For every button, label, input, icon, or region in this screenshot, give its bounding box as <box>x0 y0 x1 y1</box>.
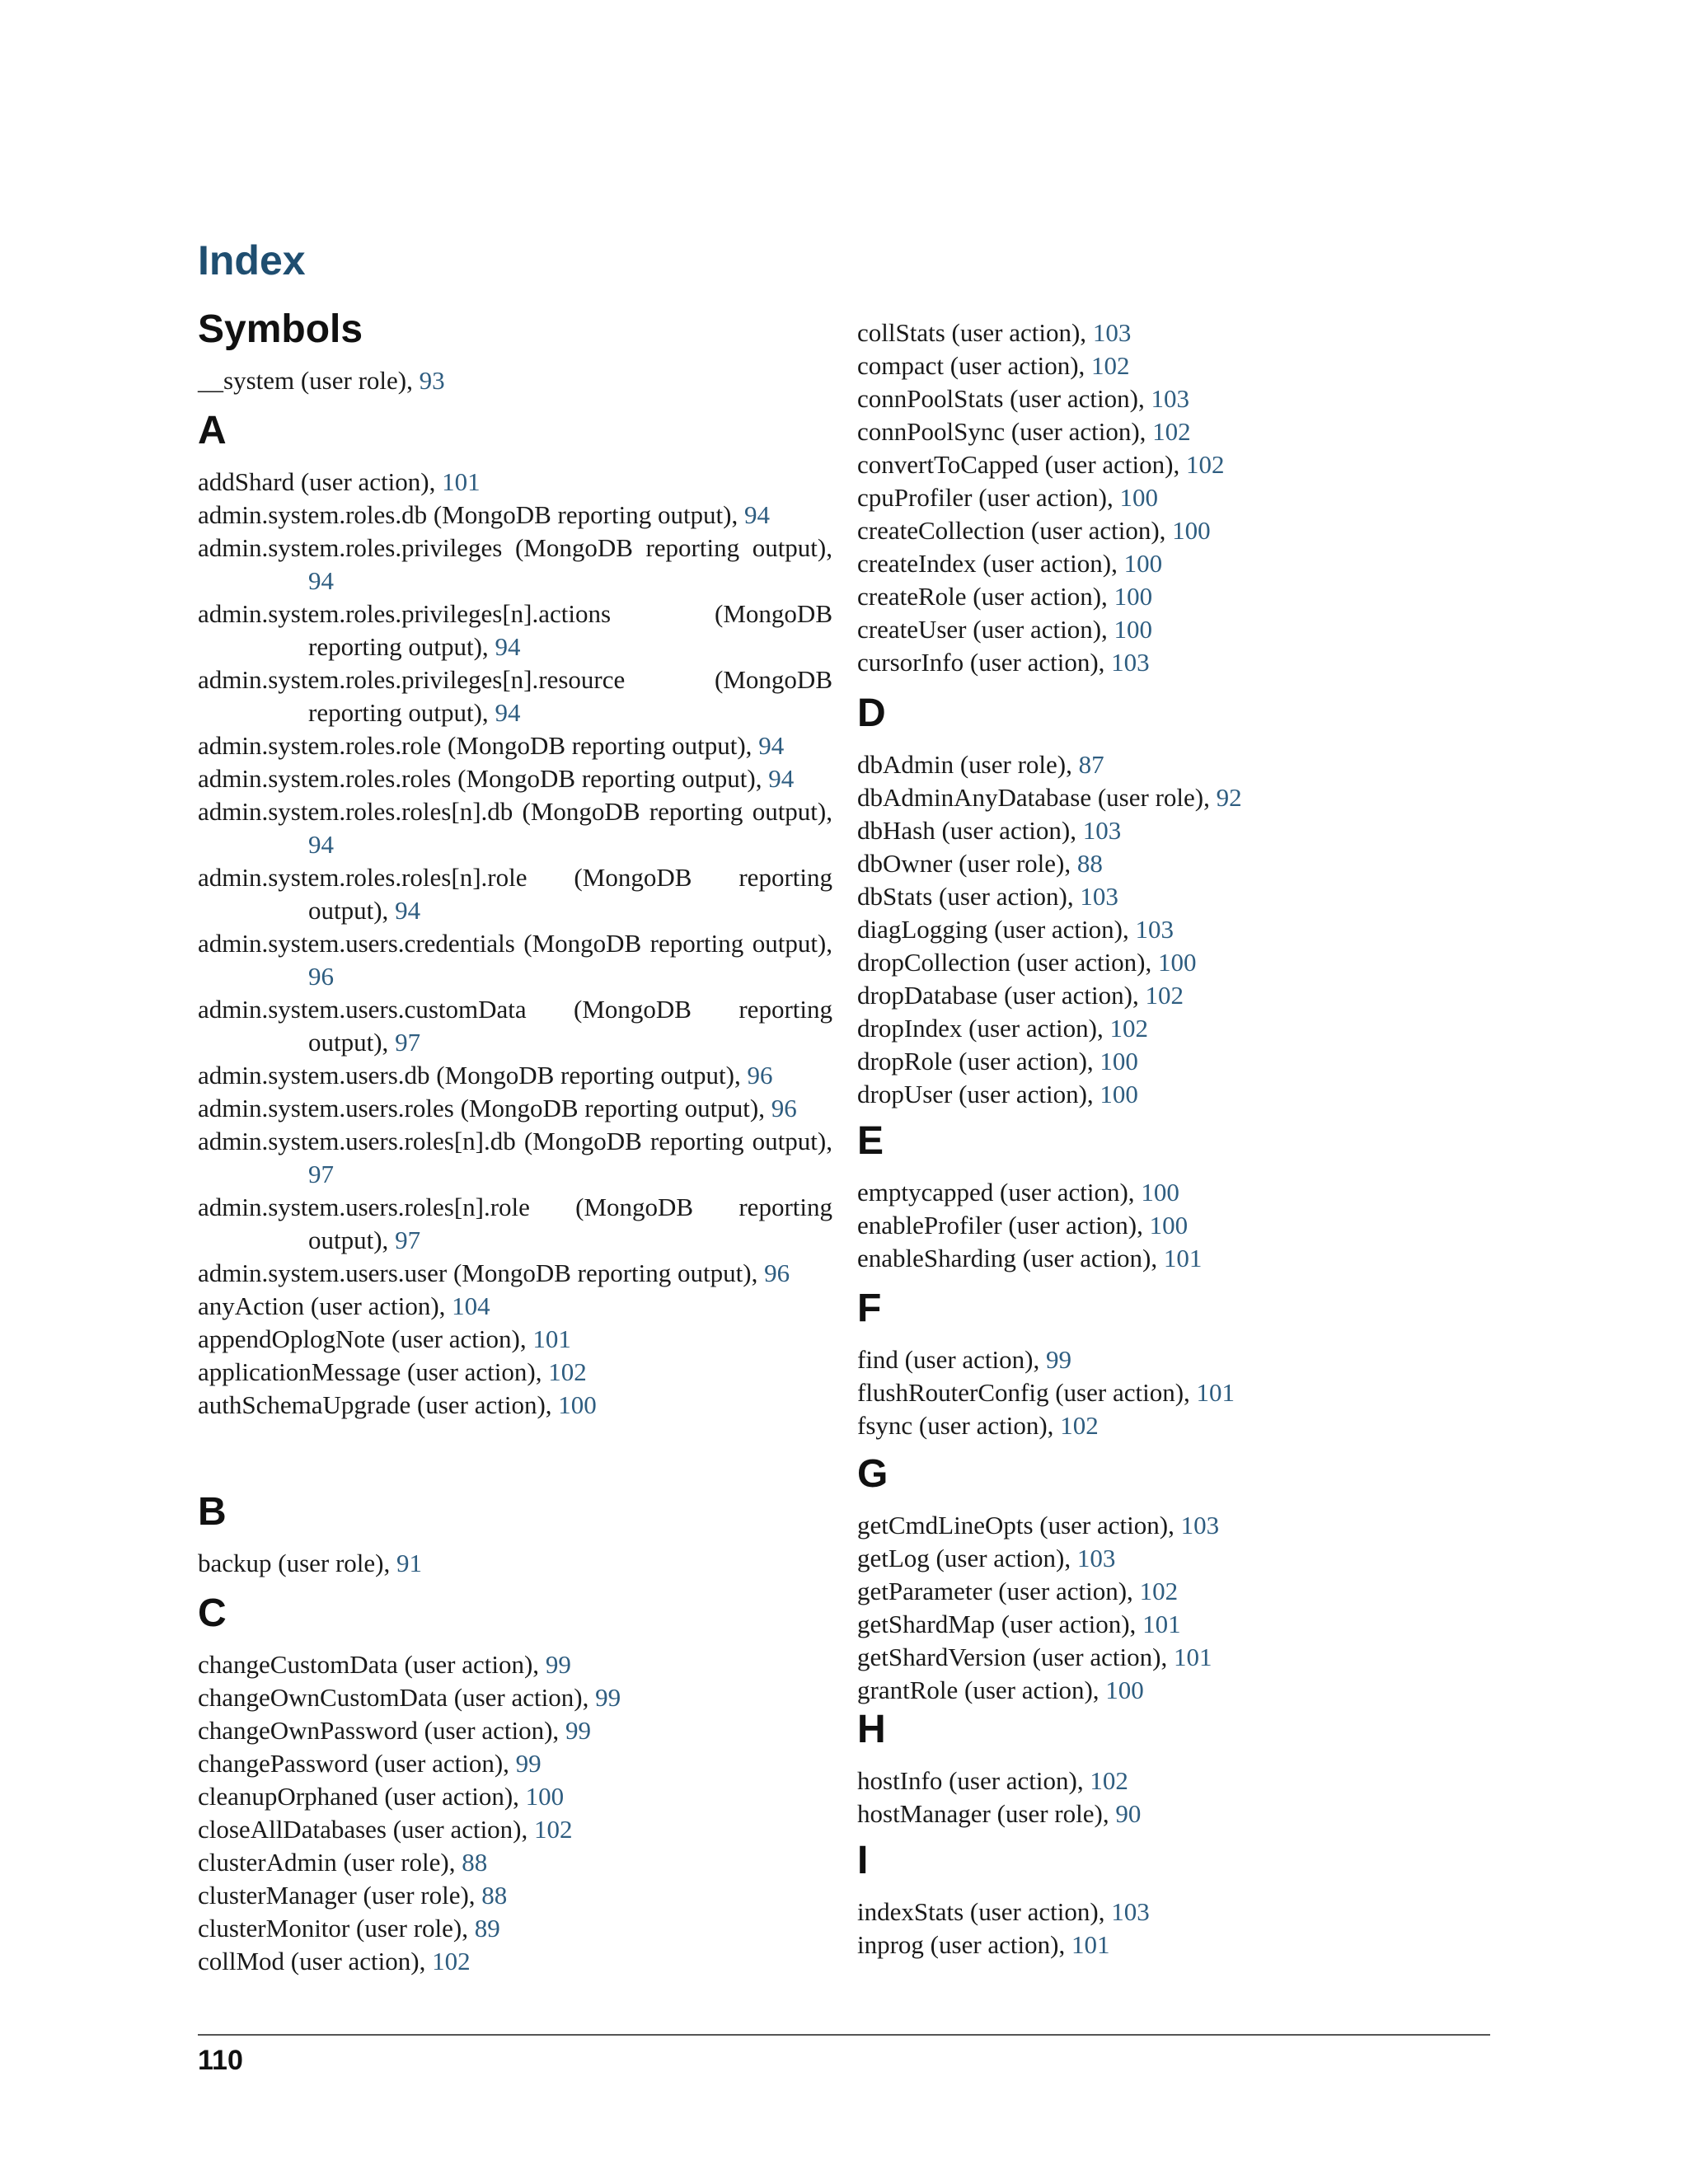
index-entry-page-link[interactable]: 92 <box>1216 783 1242 812</box>
index-entry-term: admin.system.users.db (MongoDB reporting output), <box>198 1061 748 1090</box>
index-entry-page-link[interactable]: 100 <box>1119 483 1158 512</box>
index-entry-page-link[interactable]: 88 <box>481 1881 508 1910</box>
index-entry-term: admin.system.roles.privileges[n].resource (MongoDB reporting output), <box>198 665 832 727</box>
index-entry-page-link[interactable]: 103 <box>1076 1544 1116 1572</box>
index-entry-term: changePassword (user action), <box>198 1749 516 1778</box>
index-entry-page-link[interactable]: 101 <box>1071 1930 1110 1959</box>
index-entry <box>857 1242 1492 1275</box>
section-letter-heading: E <box>857 1119 884 1163</box>
index-entry <box>857 1078 1492 1111</box>
index-entry-term: admin.system.roles.privileges[n].actions (MongoDB reporting output), <box>198 599 832 661</box>
index-entry-term: getCmdLineOpts (user action), <box>857 1511 1181 1540</box>
index-entry <box>198 1879 832 1912</box>
index-entry-term: admin.system.users.customData (MongoDB reporting output), <box>198 995 832 1057</box>
index-entry <box>857 1929 1492 1961</box>
index-entry-term: enableSharding (user action), <box>857 1244 1164 1272</box>
index-entry-page-link[interactable]: 100 <box>1158 948 1197 977</box>
index-entry-term: authSchemaUpgrade (user action), <box>198 1390 559 1419</box>
index-entry-page-link[interactable]: 102 <box>1145 981 1184 1010</box>
index-entry-term: admin.system.roles.roles[n].db (MongoDB reporting output), <box>198 797 832 826</box>
index-entry <box>857 781 1492 814</box>
index-section <box>857 1451 1492 1707</box>
index-section <box>198 408 832 1422</box>
index-entry-term: hostInfo (user action), <box>857 1766 1090 1795</box>
index-entry <box>857 514 1492 547</box>
index-entry-page-link[interactable]: 101 <box>532 1324 571 1353</box>
section-letter-heading: A <box>198 409 227 452</box>
section-letter-heading: B <box>198 1490 227 1534</box>
index-entry-page-link[interactable]: 97 <box>308 1160 334 1188</box>
index-entry-page-link[interactable]: 89 <box>474 1914 500 1943</box>
index-entry <box>198 499 832 532</box>
index-entry <box>857 814 1492 847</box>
index-entry-page-link[interactable]: 94 <box>495 698 521 727</box>
index-entry <box>857 1575 1492 1608</box>
index-entry <box>198 993 832 1059</box>
index-entry-term: fsync (user action), <box>857 1411 1061 1440</box>
index-entry <box>198 1714 832 1747</box>
index-entry-page-link[interactable]: 99 <box>565 1716 591 1745</box>
index-entry-page-link[interactable]: 103 <box>1151 384 1189 413</box>
index-entry-term: dropCollection (user action), <box>857 948 1159 977</box>
index-entry-term: createRole (user action), <box>857 582 1114 611</box>
index-entry-term: admin.system.users.roles[n].db (MongoDB reporting output), <box>198 1127 832 1155</box>
index-entry-term: cursorInfo (user action), <box>857 648 1112 677</box>
index-entry <box>198 598 832 663</box>
index-entry-page-link[interactable]: 103 <box>1111 648 1150 677</box>
index-entry <box>198 762 832 795</box>
index-entry-page-link[interactable]: 103 <box>1080 882 1118 911</box>
index-entry-term: admin.system.users.user (MongoDB reporting output), <box>198 1258 765 1287</box>
index-entry-page-link[interactable]: 101 <box>1163 1244 1203 1272</box>
index-entry-term: getParameter (user action), <box>857 1577 1140 1605</box>
index-entry-page-link[interactable]: 102 <box>548 1357 587 1386</box>
index-entry-page-link[interactable]: 88 <box>1076 849 1103 878</box>
index-entry <box>857 1608 1492 1641</box>
index-section <box>857 691 1492 1111</box>
index-entry <box>857 1674 1492 1707</box>
index-entry <box>857 1896 1492 1929</box>
index-entry-term: getShardVersion (user action), <box>857 1643 1174 1671</box>
index-entry-term: getShardMap (user action), <box>857 1610 1143 1638</box>
index-section <box>198 1489 832 1580</box>
index-entry <box>198 1846 832 1879</box>
section-letter-heading: F <box>857 1286 882 1330</box>
index-entry-page-link[interactable]: 96 <box>308 962 334 991</box>
index-entry <box>857 316 1492 349</box>
index-entry-page-link[interactable]: 94 <box>758 731 785 760</box>
index-entry-page-link[interactable]: 91 <box>396 1549 423 1577</box>
index-entry-page-link[interactable]: 94 <box>768 764 795 793</box>
index-entry-page-link[interactable]: 101 <box>1142 1610 1181 1638</box>
index-entry-page-link[interactable]: 102 <box>1139 1577 1179 1605</box>
index-entry <box>857 349 1492 382</box>
index-entry-page-link[interactable]: 103 <box>1092 318 1132 347</box>
index-entry-page-link[interactable]: 100 <box>1172 516 1211 545</box>
index-entry-term: changeCustomData (user action), <box>198 1650 546 1679</box>
index-entry <box>198 1813 832 1846</box>
index-entry-term: enableProfiler (user action), <box>857 1211 1150 1240</box>
index-entry-term: createIndex (user action), <box>857 549 1124 578</box>
index-section <box>198 1591 832 1978</box>
index-entry-page-link[interactable]: 99 <box>515 1749 542 1778</box>
footer-divider <box>198 2034 1490 2036</box>
index-entry-term: admin.system.roles.db (MongoDB reporting output), <box>198 500 744 529</box>
index-entry-term: admin.system.users.roles (MongoDB reporting output), <box>198 1094 771 1122</box>
index-entry <box>198 1648 832 1681</box>
section-letter-heading: D <box>857 691 886 735</box>
index-entry-page-link[interactable]: 87 <box>1078 750 1104 779</box>
index-entry-term: dropIndex (user action), <box>857 1014 1110 1043</box>
index-entry-page-link[interactable]: 101 <box>1173 1643 1212 1671</box>
index-entry-term: dropDatabase (user action), <box>857 981 1146 1010</box>
index-entry-term: closeAllDatabases (user action), <box>198 1815 535 1844</box>
index-entry <box>198 532 832 598</box>
index-entry-term: dbOwner (user role), <box>857 849 1077 878</box>
index-entry <box>857 481 1492 514</box>
index-entry-term: dropUser (user action), <box>857 1080 1100 1108</box>
index-entry-page-link[interactable]: 102 <box>1152 417 1191 446</box>
index-entry-term: find (user action), <box>857 1345 1046 1374</box>
section-letter-heading: I <box>857 1839 869 1882</box>
index-entry-page-link[interactable]: 100 <box>1141 1178 1179 1207</box>
index-entry-page-link[interactable]: 96 <box>747 1061 773 1090</box>
index-entry <box>198 1912 832 1945</box>
index-entry-term: hostManager (user role), <box>857 1799 1116 1828</box>
index-entry-page-link[interactable]: 100 <box>1105 1675 1144 1704</box>
index-entry-term: dbHash (user action), <box>857 816 1083 845</box>
section-letter-heading: Symbols <box>198 307 363 351</box>
index-entry <box>198 663 832 729</box>
index-entry-term: clusterAdmin (user role), <box>198 1848 462 1877</box>
index-entry-page-link[interactable]: 102 <box>1060 1411 1099 1440</box>
index-entry-term: clusterManager (user role), <box>198 1881 482 1910</box>
index-entry <box>857 1509 1492 1542</box>
index-entry-page-link[interactable]: 94 <box>744 500 770 529</box>
index-entry-page-link[interactable]: 102 <box>1109 1014 1148 1043</box>
index-entry-term: admin.system.roles.role (MongoDB reporting output), <box>198 731 759 760</box>
section-letter-heading: G <box>857 1452 889 1496</box>
index-entry <box>857 382 1492 415</box>
index-entry-page-link[interactable]: 94 <box>308 566 334 595</box>
index-entry <box>857 613 1492 646</box>
index-entry <box>198 1257 832 1290</box>
index-entry <box>857 1209 1492 1242</box>
index-entry <box>198 1389 832 1422</box>
index-entry-term: changeOwnCustomData (user action), <box>198 1683 596 1712</box>
index-entry <box>198 729 832 762</box>
index-entry-page-link[interactable]: 88 <box>462 1848 488 1877</box>
index-entry-term: collMod (user action), <box>198 1947 433 1975</box>
index-entry <box>857 847 1492 880</box>
index-section <box>857 316 1492 679</box>
index-entry <box>198 795 832 861</box>
index-entry <box>198 861 832 927</box>
index-entry-term: diagLogging (user action), <box>857 915 1136 944</box>
index-entry-term: clusterMonitor (user role), <box>198 1914 475 1943</box>
index-entry <box>857 646 1492 679</box>
index-entry-page-link[interactable]: 103 <box>1111 1897 1150 1926</box>
index-entry <box>198 466 832 499</box>
index-entry-term: dbAdminAnyDatabase (user role), <box>857 783 1217 812</box>
index-entry-term: connPoolStats (user action), <box>857 384 1151 413</box>
index-entry-term: dropRole (user action), <box>857 1047 1100 1076</box>
index-entry-page-link[interactable]: 101 <box>442 467 481 496</box>
index-section <box>857 1118 1492 1275</box>
index-entry-term: admin.system.users.credentials (MongoDB reporting output), <box>198 929 832 958</box>
index-entry-term: dbAdmin (user role), <box>857 750 1079 779</box>
index-entry-term: createUser (user action), <box>857 615 1114 644</box>
index-entry-page-link[interactable]: 94 <box>395 896 421 925</box>
index-entry-term: cpuProfiler (user action), <box>857 483 1120 512</box>
page-number: 110 <box>198 2045 243 2076</box>
index-entry <box>857 1012 1492 1045</box>
index-entry-page-link[interactable]: 94 <box>308 830 334 859</box>
index-entry-page-link[interactable]: 102 <box>534 1815 573 1844</box>
index-entry <box>857 580 1492 613</box>
index-entry-term: admin.system.roles.roles (MongoDB reporting output), <box>198 764 769 793</box>
index-entry <box>857 946 1492 979</box>
index-entry-term: convertToCapped (user action), <box>857 450 1186 479</box>
index-entry <box>857 1765 1492 1797</box>
index-entry-page-link[interactable]: 103 <box>1082 816 1122 845</box>
index-entry-term: backup (user role), <box>198 1549 397 1577</box>
index-entry-term: admin.system.roles.roles[n].role (MongoDB reporting output), <box>198 863 832 925</box>
index-entry <box>857 1176 1492 1209</box>
index-entry <box>198 1945 832 1978</box>
index-entry-page-link[interactable]: 96 <box>771 1094 797 1122</box>
index-entry-term: __system (user role), <box>198 366 420 395</box>
index-entry-page-link[interactable]: 99 <box>595 1683 621 1712</box>
index-entry-term: connPoolSync (user action), <box>857 417 1153 446</box>
index-entry-page-link[interactable]: 102 <box>432 1947 471 1975</box>
index-entry-term: cleanupOrphaned (user action), <box>198 1782 526 1811</box>
index-section <box>857 1707 1492 1830</box>
index-entry <box>198 927 832 993</box>
index-entry-term: compact (user action), <box>857 351 1092 380</box>
index-entry <box>198 1191 832 1257</box>
index-entry <box>198 1092 832 1125</box>
index-entry-term: anyAction (user action), <box>198 1291 452 1320</box>
section-letter-heading: C <box>198 1591 227 1635</box>
index-entry <box>198 1780 832 1813</box>
index-entry-term: emptycapped (user action), <box>857 1178 1142 1207</box>
index-entry <box>857 547 1492 580</box>
index-entry-term: changeOwnPassword (user action), <box>198 1716 565 1745</box>
index-entry-page-link[interactable]: 100 <box>525 1782 565 1811</box>
index-entry-page-link[interactable]: 93 <box>419 366 445 395</box>
index-entry-term: getLog (user action), <box>857 1544 1077 1572</box>
index-entry <box>857 979 1492 1012</box>
index-entry-term: appendOplogNote (user action), <box>198 1324 533 1353</box>
index-entry-page-link[interactable]: 94 <box>495 632 521 661</box>
index-entry <box>198 364 832 397</box>
index-entry <box>857 1409 1492 1442</box>
index-entry-page-link[interactable]: 100 <box>1100 1080 1138 1108</box>
index-entry-page-link[interactable]: 97 <box>395 1028 421 1057</box>
index-entry <box>198 1125 832 1191</box>
index-entry <box>857 748 1492 781</box>
index-entry-term: addShard (user action), <box>198 467 443 496</box>
index-entry-page-link[interactable]: 101 <box>1196 1378 1236 1407</box>
index-entry <box>857 1542 1492 1575</box>
index-entry-page-link[interactable]: 90 <box>1115 1799 1142 1828</box>
index-entry-page-link[interactable]: 100 <box>1114 615 1153 644</box>
index-entry-page-link[interactable]: 100 <box>1100 1047 1138 1076</box>
index-entry <box>198 1323 832 1356</box>
index-entry <box>857 1641 1492 1674</box>
index-entry-page-link[interactable]: 103 <box>1135 915 1174 944</box>
page-title: Index <box>198 237 306 284</box>
section-letter-heading: H <box>857 1708 886 1751</box>
index-entry-page-link[interactable]: 100 <box>1114 582 1153 611</box>
index-section <box>857 1286 1492 1442</box>
index-entry <box>857 1376 1492 1409</box>
index-section <box>857 1838 1492 1961</box>
index-entry <box>198 1290 832 1323</box>
index-entry-term: grantRole (user action), <box>857 1675 1106 1704</box>
index-entry-term: admin.system.roles.privileges (MongoDB reporting output), <box>198 533 832 562</box>
index-entry-term: applicationMessage (user action), <box>198 1357 549 1386</box>
index-section <box>198 307 832 397</box>
index-entry <box>857 415 1492 448</box>
index-entry-page-link[interactable]: 100 <box>1149 1211 1189 1240</box>
index-entry <box>198 1747 832 1780</box>
index-entry-page-link[interactable]: 99 <box>1045 1345 1071 1374</box>
index-entry-page-link[interactable]: 102 <box>1091 351 1130 380</box>
index-entry-term: createCollection (user action), <box>857 516 1173 545</box>
index-entry-page-link[interactable]: 99 <box>545 1650 571 1679</box>
index-entry-term: indexStats (user action), <box>857 1897 1112 1926</box>
index-entry <box>857 1343 1492 1376</box>
index-entry-term: collStats (user action), <box>857 318 1093 347</box>
index-entry <box>857 913 1492 946</box>
index-entry-page-link[interactable]: 97 <box>395 1226 421 1254</box>
index-entry <box>857 1045 1492 1078</box>
index-entry <box>857 1797 1492 1830</box>
index-entry <box>198 1356 832 1389</box>
index-entry <box>857 448 1492 481</box>
index-entry-term: inprog (user action), <box>857 1930 1071 1959</box>
index-entry-page-link[interactable]: 102 <box>1090 1766 1128 1795</box>
index-entry <box>857 880 1492 913</box>
index-entry-term: admin.system.users.roles[n].role (MongoDB reporting output), <box>198 1193 832 1254</box>
index-entry-term: flushRouterConfig (user action), <box>857 1378 1197 1407</box>
index-entry <box>198 1059 832 1092</box>
index-entry-term: dbStats (user action), <box>857 882 1081 911</box>
index-entry-page-link[interactable]: 102 <box>1185 450 1225 479</box>
index-entry-page-link[interactable]: 100 <box>558 1390 597 1419</box>
index-entry-page-link[interactable]: 104 <box>452 1291 490 1320</box>
index-entry-page-link[interactable]: 103 <box>1180 1511 1220 1540</box>
index-entry <box>198 1547 832 1580</box>
index-entry-page-link[interactable]: 96 <box>764 1258 790 1287</box>
index-entry <box>198 1681 832 1714</box>
index-entry-page-link[interactable]: 100 <box>1123 549 1163 578</box>
